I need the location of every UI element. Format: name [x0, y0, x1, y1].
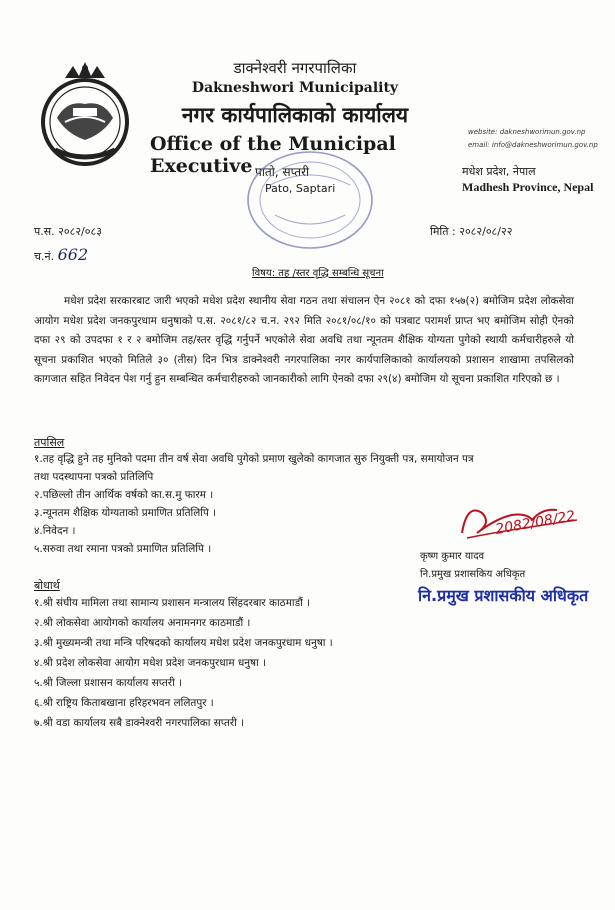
handwritten-date: 2082/08/22 — [494, 508, 577, 538]
list-item: ६.श्री राष्ट्रिय किताबखाना हरिहरभवन ललितपुर । — [34, 697, 214, 709]
list-item: ७.श्री वडा कार्यालय सबै डाक्नेश्वरी नगरपालिका सप्तरी । — [34, 717, 245, 729]
location-english: Pato, Saptari — [265, 182, 336, 195]
list-item: ४.श्री प्रदेश लोकसेवा आयोग मधेश प्रदेश जनकपुरधाम धनुषा । — [34, 657, 266, 669]
signatory-stamp: नि.प्रमुख प्रशासकीय अधिकृत — [418, 586, 589, 605]
patra-sankhya: प.स. २०८२/०८३ — [34, 225, 102, 238]
email: email: info@dakneshworimun.gov.np — [468, 141, 598, 149]
signatory-name: कृष्ण कुमार यादव — [420, 551, 485, 562]
list-item: २.श्री लोकसेवा आयोगको कार्यालय अनामनगर काठमाडौं । — [34, 617, 251, 629]
document-date: मिति : २०८२/०८/२२ — [430, 225, 513, 238]
municipality-emblem-icon — [35, 60, 135, 170]
bodhartha-section — [34, 578, 434, 733]
bodhartha-title: बोधार्थ — [34, 579, 60, 592]
municipality-name-english: Dakneshwori Municipality — [191, 80, 399, 96]
website: website: dakneshworimun.gov.np — [468, 128, 586, 136]
list-item: ५.सरुवा तथा रमाना पत्रको प्रमाणित प्रतिलिपि । — [34, 543, 212, 555]
list-item: ३.न्यूनतम शैक्षिक योग्यताको प्रमाणित प्रतिलिपि । — [34, 507, 217, 519]
list-item: २.पछिल्लो तीन आर्थिक वर्षको का.स.मु फारम । — [34, 489, 214, 501]
tapasil-title: तपसिल — [34, 436, 65, 449]
chalani-number — [34, 245, 88, 264]
office-name-english: Office of the Municipal Executive — [150, 133, 396, 177]
municipality-name-nepali: डाक्नेश्वरी नगरपालिका — [233, 59, 357, 77]
province-nepali: मधेश प्रदेश, नेपाल — [462, 165, 536, 178]
province-english: Madhesh Province, Nepal — [462, 180, 594, 194]
list-item: १.श्री संघीय मामिला तथा सामान्य प्रशासन मन्त्रालय सिंहदरबार काठमाडौं । — [34, 597, 311, 609]
notice-body: मधेश प्रदेश सरकारबाट जारी भएको मधेश प्रदेश स्थानीय सेवा गठन तथा संचालन ऐन २०८१ को दफा १५७(२) बमोजिम प्रदेश लोकसेवा आयोग मधेश प्रदेश जनकपुरधाम धनुषाको प.स. २०८१/८२ च.न. २९२ मिति २०८१/०८/१० को पत्रबाट परामर्श प्राप्त भए बमोजिम सोही ऐनको दफा २९ को उपदफा १ र २ बमोजिम तह/स्तर वृद्धि गर्नुपर्ने भएकोले सेवा अवधि तथा न्यूनतम शैक्षिक योग्यता पुगेको स्थायी कर्मचारीहरुले यो सूचना प्रकाशित भएको मितिले ३० (तीस) दिन भित्र डाक्नेश्वरी नगरपालिका नगर कार्यपालिकाको कार्यालयको प्रशासन शाखामा तपसिलको कागजात सहित निवेदन पेश गर्नु हुन सम्बन्धित कर्मचारीहरुको जानकारीको लागि ऐनको दफा २९(४) बमोजिम यो सूचना प्रकाशित गरिएको छ । — [34, 295, 574, 385]
office-stamp — [230, 145, 380, 255]
list-item: ४.निवेदन । — [34, 525, 76, 537]
chalani-value: 662 — [57, 245, 89, 264]
list-item: १.तह वृद्धि हुने तह मुनिको पदमा तीन वर्ष सेवा अवधि पुगेको प्रमाण खुलेको कागजात सुरु नियुक्ती पत्र, समायोजन पत्र — [34, 453, 474, 465]
location-nepali: पातो, सप्तरी — [255, 165, 310, 179]
chalani-label: च.नं. — [34, 250, 55, 263]
signatory-title: नि.प्रमुख प्रशासकिय अधिकृत — [420, 569, 526, 580]
office-name-nepali: नगर कार्यपालिकाको कार्यालय — [181, 103, 409, 127]
list-item: ५.श्री जिल्ला प्रशासन कार्यालय सप्तरी । — [34, 677, 183, 689]
list-item: तथा पदस्थापना पत्रको प्रतिलिपि — [34, 471, 154, 483]
subject-line: विषय: तह /स्तर वृद्धि सम्बन्धि सूचना — [252, 268, 384, 279]
list-item: ३.श्री मुख्यमन्त्री तथा मन्त्रि परिषदको कार्यालय मधेश प्रदेश जनकपुरधाम धनुषा । — [34, 637, 333, 649]
